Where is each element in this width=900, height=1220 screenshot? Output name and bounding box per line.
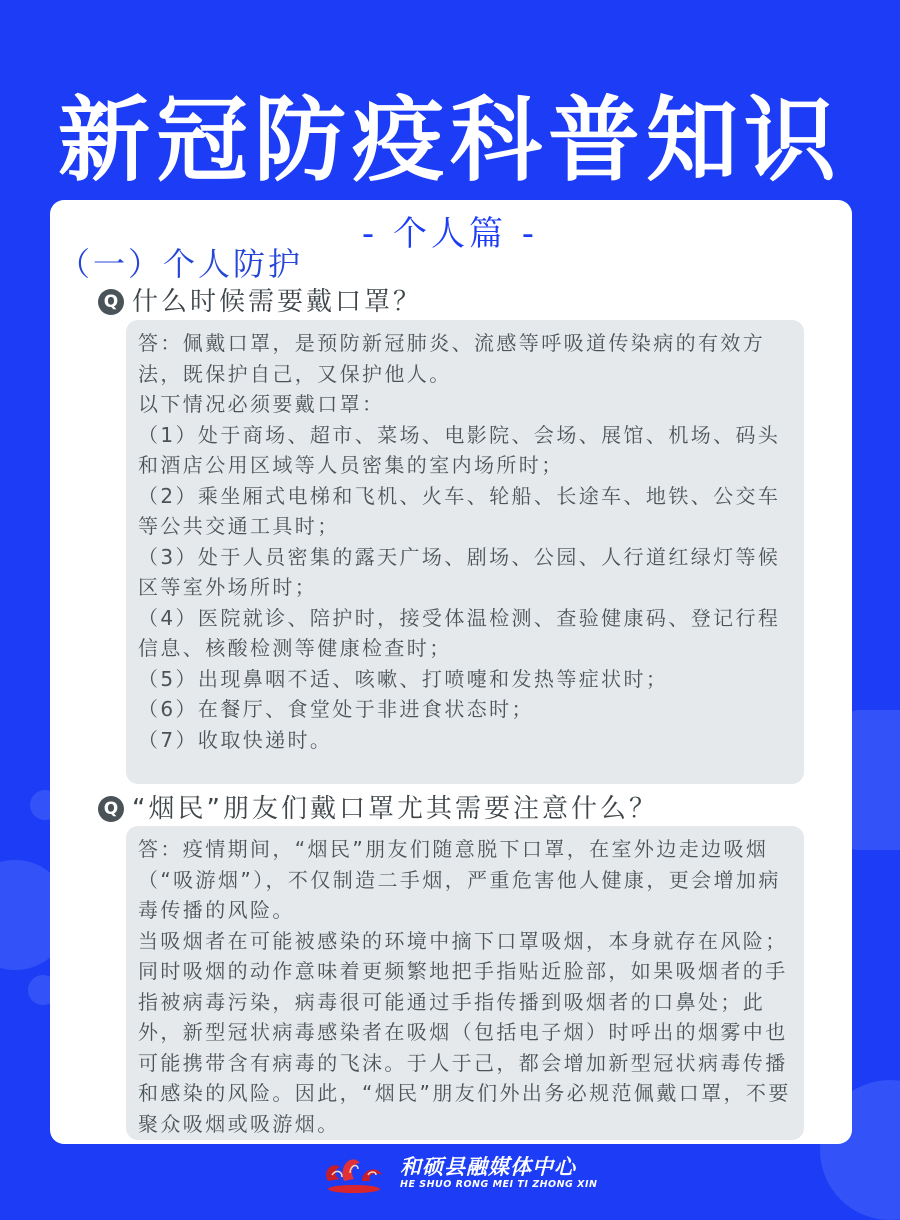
question-icon: Q — [98, 289, 124, 315]
footer-branding — [318, 1150, 597, 1196]
section-heading: （一）个人防护 — [58, 245, 304, 283]
answer-box-2 — [126, 826, 804, 1140]
organization-name-cn: 和硕县融媒体中心 — [400, 1155, 576, 1179]
organization-name-en: HE SHUO RONG MEI TI ZHONG XIN — [400, 1179, 598, 1190]
answer-line: （1）处于商场、超市、菜场、电影院、会场、展馆、机场、码头和酒店公用区域等人员密集的室内场所时； — [138, 422, 781, 477]
organization-logo-icon — [318, 1151, 390, 1195]
question-text: “烟民”朋友们戴口罩尤其需要注意什么？ — [132, 794, 658, 824]
answer-box-1 — [126, 320, 804, 784]
question-icon: Q — [98, 796, 124, 822]
answer-line: 当吸烟者在可能被感染的环境中摘下口罩吸烟，本身就存在风险；同时吸烟的动作意味着更频繁地把手指贴近脸部，如果吸烟者的手指被病毒污染，病毒很可能通过手指传播到吸烟者的口鼻处；此外，新型冠状病毒感染者在吸烟（包括电子烟）时呼出的烟雾中也可能携带含有病毒的飞沫。于人于己，都会增加新型冠状病毒传播和感染的风险。因此，“烟民”朋友们外出务必规范佩戴口罩，不要聚众吸烟或吸游烟。 — [138, 928, 791, 1136]
answer-line: （6）在餐厅、食堂处于非进食状态时； — [138, 697, 534, 721]
question-text: 什么时候需要戴口罩？ — [132, 287, 423, 317]
answer-line: （7）收取快递时。 — [138, 727, 333, 752]
answer-line: 答：佩戴口罩，是预防新冠肺炎、流感等呼吸道传染病的有效方法，既保护自己，又保护他人。 — [138, 331, 766, 386]
answer-line: （3）处于人员密集的露天广场、剧场、公园、人行道红绿灯等候区等室外场所时； — [138, 544, 781, 599]
answer-line: 答：疫情期间，“烟民”朋友们随意脱下口罩，在室外边走边吸烟（“吸游烟”），不仅制造二手烟，严重危害他人健康，更会增加病毒传播的风险。 — [138, 837, 781, 922]
answer-line: （2）乘坐厢式电梯和飞机、火车、轮船、长途车、地铁、公交车等公共交通工具时； — [138, 483, 781, 538]
question-1 — [98, 285, 422, 319]
answer-line: 以下情况必须要戴口罩： — [138, 392, 385, 416]
subtitle: - 个人篇 - — [361, 214, 539, 254]
page-title: 新冠防疫科普知识 — [57, 87, 842, 194]
answer-line: （5）出现鼻咽不适、咳嗽、打喷嚏和发热等症状时； — [138, 666, 669, 691]
question-2 — [98, 792, 658, 826]
answer-line: （4）医院就诊、陪护时，接受体温检测、查验健康码、登记行程信息、核酸检测等健康检查时； — [138, 605, 781, 660]
